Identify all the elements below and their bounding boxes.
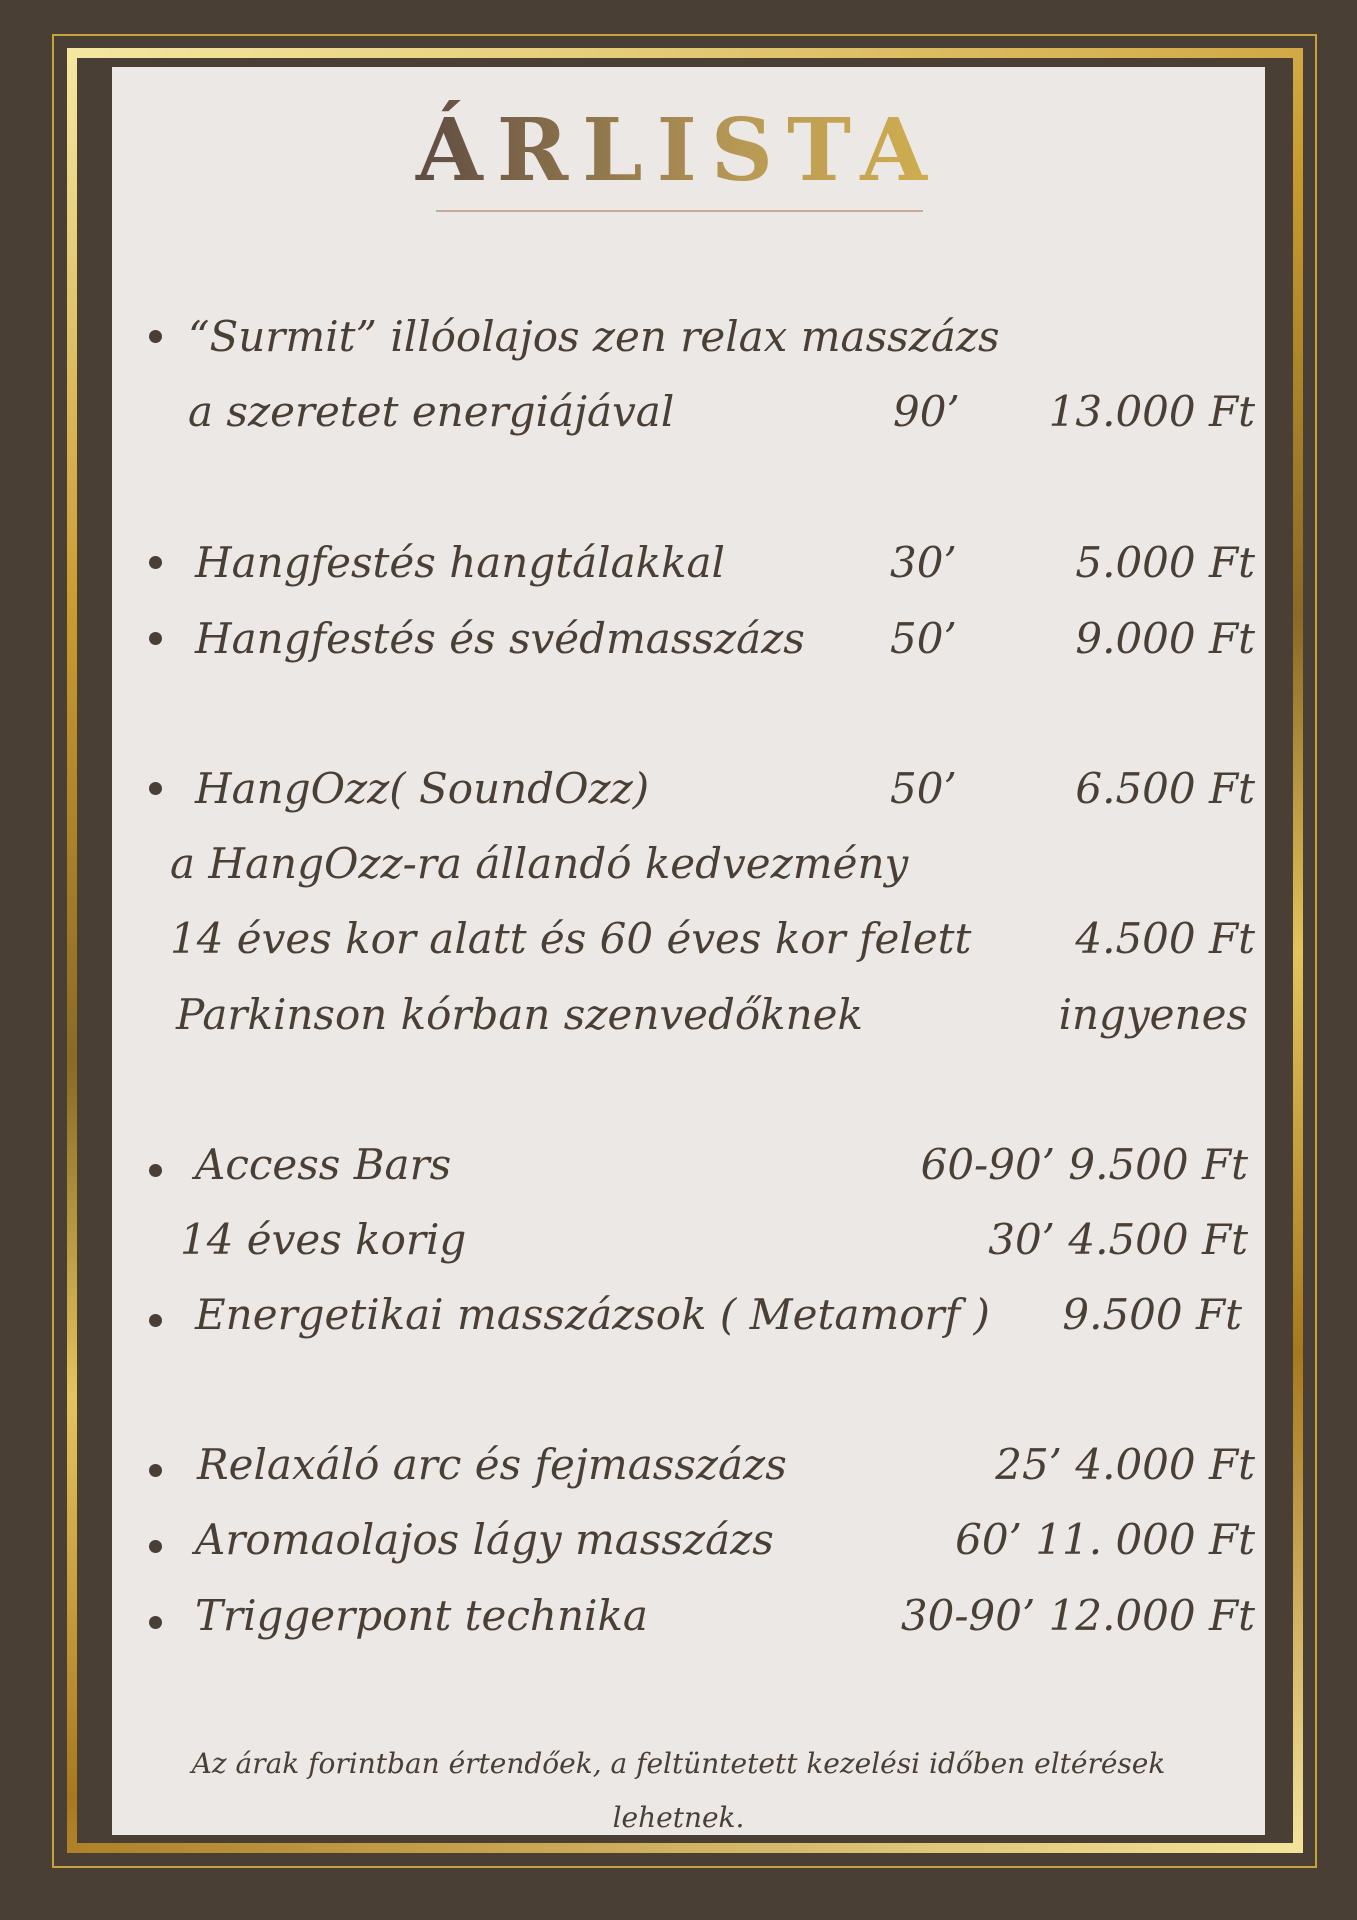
title-underline <box>436 210 923 212</box>
hangozz-discount-age: 14 éves kor alatt és 60 éves kor felett <box>170 914 972 963</box>
hangfestes-svedmasszazs-name: Hangfestés és svédmasszázs <box>195 614 805 663</box>
list-bullet <box>149 1164 162 1177</box>
hangfestes-svedmasszazs-price: 9.000 Ft <box>1075 614 1255 663</box>
page-title: ÁRLISTA <box>0 100 1357 201</box>
relaxalo-arc-time-price: 25’ 4.000 Ft <box>995 1440 1255 1489</box>
surmit-name-line2: a szeretet energiájával <box>188 387 675 436</box>
energetikai-price: 9.500 Ft <box>1062 1290 1242 1339</box>
aromaolajos-name: Aromaolajos lágy masszázs <box>195 1515 774 1564</box>
surmit-name-line1: “Surmit” illóolajos zen relax masszázs <box>188 312 1000 361</box>
hangozz-discount-note: a HangOzz-ra állandó kedvezmény <box>170 839 909 888</box>
list-bullet <box>149 1314 162 1327</box>
hangfestes-hangtalakkal-name: Hangfestés hangtálakkal <box>195 538 725 587</box>
footer-note: Az árak forintban értendőek, a feltüntetett kezelési időben eltérések lehetnek. <box>191 1747 1166 1834</box>
hangfestes-hangtalakkal-time: 30’ <box>890 538 957 587</box>
triggerpont-time-price: 30-90’ 12.000 Ft <box>900 1591 1255 1640</box>
list-bullet <box>149 1464 162 1477</box>
hangfestes-hangtalakkal-price: 5.000 Ft <box>1075 538 1255 587</box>
access-bars-time-price: 60-90’ 9.500 Ft <box>920 1140 1248 1189</box>
access-bars-kid: 14 éves korig <box>180 1215 467 1264</box>
energetikai-name: Energetikai masszázsok ( Metamorf ) <box>195 1290 990 1339</box>
list-bullet <box>149 632 162 645</box>
parkinson-price: ingyenes <box>1058 990 1248 1039</box>
hangozz-price: 6.500 Ft <box>1075 764 1255 813</box>
parkinson-discount: Parkinson kórban szenvedőknek <box>176 990 863 1039</box>
list-bullet <box>149 782 162 795</box>
relaxalo-arc-name: Relaxáló arc és fejmasszázs <box>197 1440 787 1489</box>
aromaolajos-time-price: 60’ 11. 000 Ft <box>955 1515 1255 1564</box>
hangfestes-svedmasszazs-time: 50’ <box>890 614 957 663</box>
list-bullet <box>149 1616 162 1629</box>
list-bullet <box>149 330 162 343</box>
list-bullet <box>149 1540 162 1553</box>
surmit-time: 90’ <box>893 387 960 436</box>
hangozz-time: 50’ <box>890 764 957 813</box>
hangozz-discount-age-price: 4.500 Ft <box>1075 914 1255 963</box>
access-bars-kid-time-price: 30’ 4.500 Ft <box>988 1215 1248 1264</box>
surmit-price: 13.000 Ft <box>1048 387 1255 436</box>
access-bars-name: Access Bars <box>195 1140 452 1189</box>
list-bullet <box>149 556 162 569</box>
triggerpont-name: Triggerpont technika <box>195 1591 648 1640</box>
hangozz-name: HangOzz( SoundOzz) <box>195 764 650 813</box>
